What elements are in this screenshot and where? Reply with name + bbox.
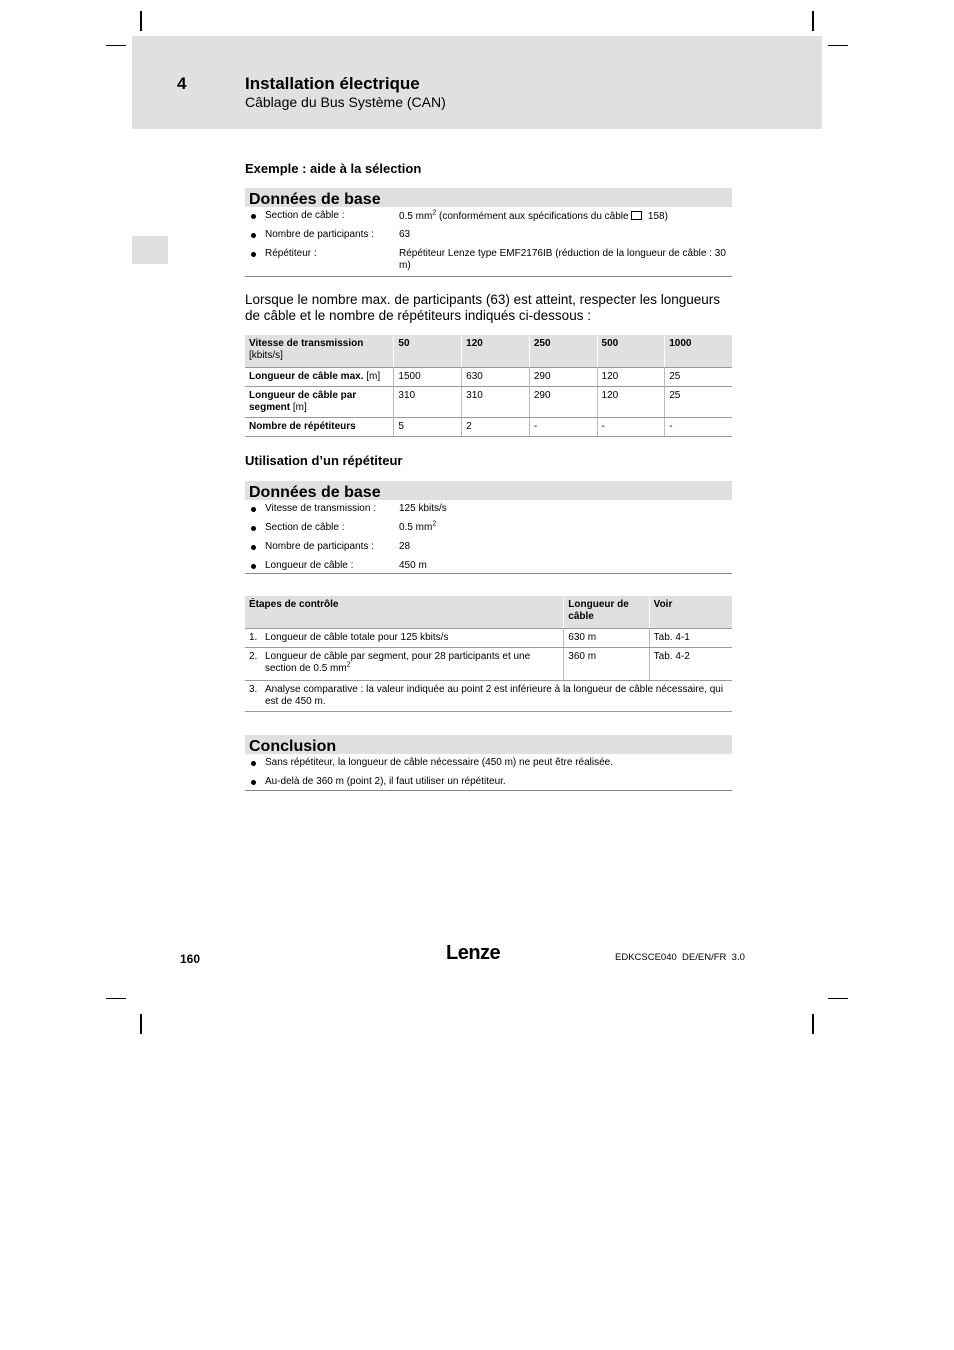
bullet-icon	[251, 780, 256, 785]
bullet-icon	[251, 526, 256, 531]
crop-mark	[812, 11, 814, 31]
item-label: Section de câble :	[265, 522, 345, 533]
list-item	[245, 248, 732, 278]
step-length: 360 m	[564, 648, 649, 681]
table-row	[245, 648, 732, 681]
table-row	[245, 368, 732, 387]
chapter-header-band	[132, 36, 822, 129]
table-cell: 290	[529, 368, 597, 387]
step-text: 3. Analyse comparative : la valeur indiquée au point 2 est inférieure à la longueur de câble nécessaire, qui est de 450 m.	[245, 681, 732, 712]
page-number: 160	[180, 952, 201, 966]
chapter-tab-marker	[132, 236, 168, 264]
body-paragraph: Lorsque le nombre max. de participants (63) est atteint, respecter les longueurs de câble et le nombre de répétiteurs indiqués ci-dessous :	[245, 292, 720, 323]
step-length: 630 m	[564, 629, 649, 648]
speed-cell: 1000	[665, 335, 732, 368]
bullet-icon	[251, 564, 256, 569]
table-row	[245, 629, 732, 648]
table-cell: 120	[597, 368, 665, 387]
book-icon	[631, 211, 642, 220]
step-see: Tab. 4-2	[649, 648, 732, 681]
lenze-logo: Lenze	[446, 942, 501, 964]
table-cell: 25	[665, 368, 732, 387]
crop-mark	[140, 11, 142, 31]
item-value: 450 m	[399, 560, 427, 571]
table-cell: 310	[462, 387, 530, 418]
table-header-row	[245, 335, 732, 368]
table-cell: -	[529, 418, 597, 437]
crop-mark	[106, 45, 126, 46]
see-header: Voir	[649, 596, 732, 629]
bullet-icon	[251, 545, 256, 550]
item-value: 63	[399, 229, 411, 240]
box-title: Conclusion	[245, 735, 732, 754]
table-cell: 120	[597, 387, 665, 418]
list-item	[245, 229, 732, 248]
repeater-heading: Utilisation d’un répétiteur	[245, 453, 403, 468]
table-cell: -	[597, 418, 665, 437]
item-label: Vitesse de transmission :	[265, 503, 376, 514]
check-steps-table	[245, 596, 732, 712]
bullet-icon	[251, 507, 256, 512]
table-row	[245, 418, 732, 437]
item-value: 0.5 $mm^2$	[399, 520, 437, 533]
repeater-basic-data-box	[245, 481, 732, 576]
item-label: Nombre de participants :	[265, 229, 374, 240]
crop-mark	[812, 1014, 814, 1034]
list-item	[245, 522, 732, 541]
item-label: Longueur de câble :	[265, 560, 354, 571]
chapter-title: Installation électrique	[245, 74, 420, 93]
item-label: Section de câble :	[265, 210, 345, 221]
table-row	[245, 387, 732, 418]
bullet-icon	[251, 252, 256, 257]
crop-mark	[140, 1014, 142, 1034]
bullet-icon	[251, 233, 256, 238]
item-label: Nombre de participants :	[265, 541, 374, 552]
table-cell: 1500	[394, 368, 462, 387]
list-item	[245, 757, 732, 776]
item-value: Répétiteur Lenze type EMF2176IB (réduction de la longueur de câble : 30 m)	[399, 248, 726, 271]
chapter-number: 4	[177, 74, 187, 93]
table-cell: 2	[462, 418, 530, 437]
item-text: Au-delà de 360 m (point 2), il faut utiliser un répétiteur.	[265, 776, 506, 787]
table-row	[245, 681, 732, 712]
divider	[245, 276, 732, 277]
speed-cell: 50	[394, 335, 462, 368]
crop-mark	[828, 45, 848, 46]
crop-mark	[828, 998, 848, 999]
speed-cell: 500	[597, 335, 665, 368]
row-label: Longueur de câble max. [m]	[245, 368, 394, 387]
cable-length-table	[245, 335, 732, 437]
table-cell: 290	[529, 387, 597, 418]
table-cell: 25	[665, 387, 732, 418]
table-cell: 310	[394, 387, 462, 418]
step-see: Tab. 4-1	[649, 629, 732, 648]
list-item	[245, 210, 732, 229]
speed-cell: 250	[529, 335, 597, 368]
item-value: 125 kbits/s	[399, 503, 447, 514]
table-header-row	[245, 596, 732, 629]
speed-header-cell: Vitesse de transmission [kbits/s]	[245, 335, 394, 368]
step-text: 2. Longueur de câble par segment, pour 28 participants et une section de 0.5 $mm^2$	[245, 648, 564, 681]
example-basic-data-box	[245, 188, 732, 275]
length-header: Longueur de câble	[564, 596, 649, 629]
row-label: Nombre de répétiteurs	[245, 418, 394, 437]
box-title: Données de base	[245, 188, 732, 207]
box-title: Données de base	[245, 481, 732, 500]
table-cell: 5	[394, 418, 462, 437]
divider	[245, 573, 732, 574]
item-value: 0.5 $mm^2$ (conformément aux spécifications du câble 158)	[399, 209, 668, 222]
conclusion-box	[245, 735, 732, 792]
divider	[245, 790, 732, 791]
step-text: 1. Longueur de câble totale pour 125 kbits/s	[245, 629, 564, 648]
document-id: EDKCSCE040 DE/EN/FR 3.0	[615, 952, 745, 963]
row-label: Longueur de câble par segment [m]	[245, 387, 394, 418]
example-heading: Exemple : aide à la sélection	[245, 161, 422, 176]
bullet-icon	[251, 761, 256, 766]
list-item	[245, 560, 732, 579]
bullet-icon	[251, 214, 256, 219]
crop-mark	[106, 998, 126, 999]
list-item	[245, 503, 732, 522]
item-text: Sans répétiteur, la longueur de câble nécessaire (450 m) ne peut être réalisée.	[265, 757, 613, 768]
list-item	[245, 541, 732, 560]
table-cell: -	[665, 418, 732, 437]
speed-cell: 120	[462, 335, 530, 368]
chapter-subtitle: Câblage du Bus Système (CAN)	[245, 94, 446, 110]
item-label: Répétiteur :	[265, 248, 317, 259]
item-value: 28	[399, 541, 411, 552]
steps-header: Étapes de contrôle	[245, 596, 564, 629]
list-item	[245, 776, 732, 795]
table-cell: 630	[462, 368, 530, 387]
